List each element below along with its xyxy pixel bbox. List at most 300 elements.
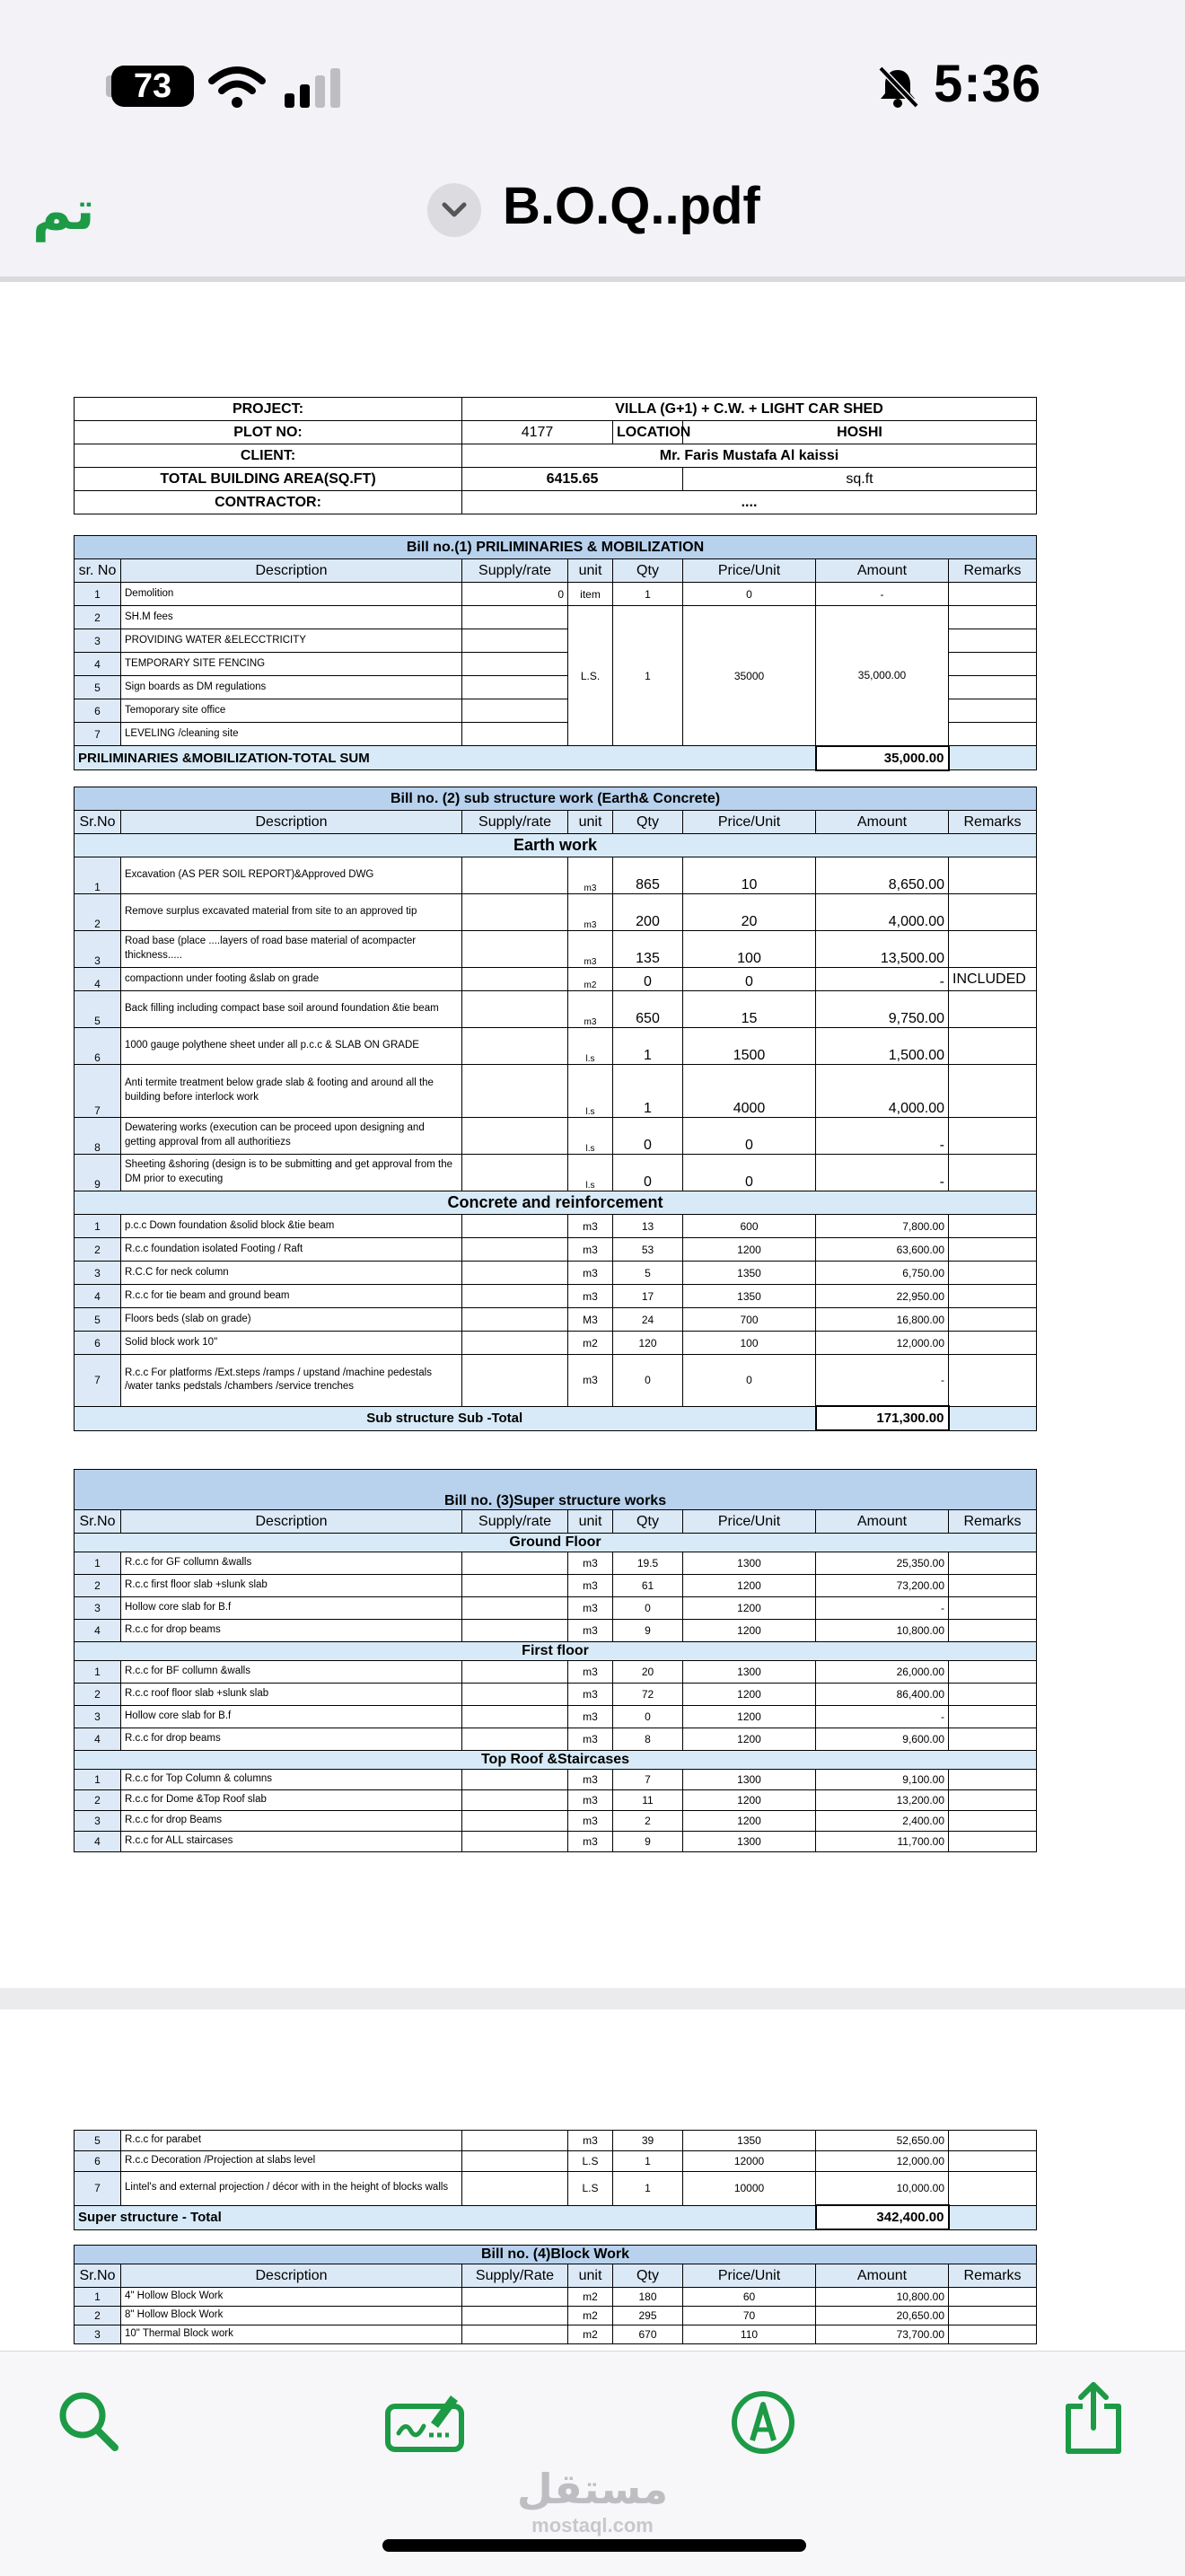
bill-2-total-remarks <box>949 1406 1037 1430</box>
table-row <box>75 1728 1037 1751</box>
table-row <box>75 1790 1037 1811</box>
table-row <box>75 1770 1037 1790</box>
col-unit: unit <box>568 811 613 834</box>
row-unit: m3 <box>568 1770 613 1790</box>
row-price: 0 <box>683 1118 816 1155</box>
row-description: R.c.c for ALL staircases <box>121 1832 462 1852</box>
row-unit: m3 <box>568 1661 613 1684</box>
row-supply <box>462 629 568 653</box>
row-qty: 17 <box>613 1285 683 1308</box>
row-amount: 9,600.00 <box>816 1728 949 1751</box>
col-amount: Amount <box>816 811 949 834</box>
row-remarks <box>949 583 1037 606</box>
row-amount: - <box>816 1118 949 1155</box>
home-indicator[interactable] <box>382 2539 806 2552</box>
table-row <box>75 1597 1037 1620</box>
row-amount: 73,200.00 <box>816 1575 949 1597</box>
row-description: Hollow core slab for B.f <box>121 1597 462 1620</box>
row-number: 4 <box>75 968 121 991</box>
status-time: 5:36 <box>934 55 1042 113</box>
col-supply: Supply/rate <box>462 1510 568 1534</box>
row-unit: m3 <box>568 1706 613 1728</box>
row-number: 1 <box>75 1215 121 1238</box>
row-number: 4 <box>75 653 121 676</box>
row-remarks <box>949 1285 1037 1308</box>
row-price: 1200 <box>683 1790 816 1811</box>
bill-3-title: Bill no. (3)Super structure works <box>75 1470 1037 1510</box>
row-number: 4 <box>75 1728 121 1751</box>
area-label: TOTAL BUILDING AREA(SQ.FT) <box>75 468 462 491</box>
row-qty: 0 <box>613 1118 683 1155</box>
row-description: R.c.c for drop Beams <box>121 1811 462 1832</box>
row-description: TEMPORARY SITE FENCING <box>121 653 462 676</box>
row-price: 1300 <box>683 1661 816 1684</box>
row-price: 100 <box>683 1332 816 1355</box>
row-unit: M3 <box>568 1308 613 1332</box>
concrete-rows <box>75 1215 1037 1407</box>
row-remarks <box>949 1728 1037 1751</box>
row-price: 4000 <box>683 1065 816 1118</box>
row-remarks <box>949 2288 1037 2307</box>
row-number: 4 <box>75 1832 121 1852</box>
row-description: Solid block work 10" <box>121 1332 462 1355</box>
col-qty: Qty <box>613 559 683 583</box>
row-unit: m2 <box>568 1332 613 1355</box>
row-qty: 0 <box>613 1597 683 1620</box>
row-unit: m3 <box>568 857 613 894</box>
row-qty: 9 <box>613 1832 683 1852</box>
row-remarks <box>949 1155 1037 1191</box>
row-amount: 22,950.00 <box>816 1285 949 1308</box>
row-amount: 4,000.00 <box>816 894 949 931</box>
table-row <box>75 1811 1037 1832</box>
row-price: 100 <box>683 931 816 968</box>
row-number: 7 <box>75 2172 121 2206</box>
row-supply <box>462 2172 568 2206</box>
row-supply <box>462 1065 568 1118</box>
row-price: 0 <box>683 1155 816 1191</box>
col-amount: Amount <box>816 2264 949 2288</box>
row-unit: L.S <box>568 2151 613 2172</box>
row-qty: 11 <box>613 1790 683 1811</box>
row-amount: - <box>816 968 949 991</box>
row-number: 5 <box>75 2131 121 2151</box>
row-supply <box>462 2151 568 2172</box>
table-row <box>75 2131 1037 2151</box>
row-qty: 0 <box>613 1355 683 1407</box>
row-number: 4 <box>75 1285 121 1308</box>
project-label: PROJECT: <box>75 398 462 421</box>
row-description: R.c.c for drop beams <box>121 1728 462 1751</box>
row-number: 4 <box>75 1620 121 1642</box>
markup-pen-icon[interactable] <box>729 2388 797 2457</box>
table-row <box>75 1065 1037 1118</box>
row-qty: 670 <box>613 2325 683 2344</box>
row-price: 700 <box>683 1308 816 1332</box>
row-number: 7 <box>75 1065 121 1118</box>
row-amount: 13,200.00 <box>816 1790 949 1811</box>
col-description: Description <box>121 811 462 834</box>
row-qty: 39 <box>613 2131 683 2151</box>
row-price: 1300 <box>683 1832 816 1852</box>
row-supply <box>462 723 568 746</box>
col-supply: Supply/rate <box>462 559 568 583</box>
bill-3-column-headers <box>75 1510 1037 1534</box>
row-description: Sheeting &shoring (design is to be submitting and get approval from the DM prior to executing <box>121 1155 462 1191</box>
row-qty: 0 <box>613 1706 683 1728</box>
row-qty: 0 <box>613 968 683 991</box>
table-row <box>75 1028 1037 1065</box>
row-supply <box>462 1552 568 1575</box>
row-remarks <box>949 699 1037 723</box>
row-remarks <box>949 1706 1037 1728</box>
row-number: 2 <box>75 2307 121 2325</box>
row-remarks <box>949 1262 1037 1285</box>
row-number: 2 <box>75 1575 121 1597</box>
row-remarks <box>949 1790 1037 1811</box>
row-description: R.c.c foundation isolated Footing / Raft <box>121 1238 462 1262</box>
table-row <box>75 1285 1037 1308</box>
location-label: LOCATION <box>613 421 683 444</box>
row-remarks <box>949 931 1037 968</box>
row-supply <box>462 1790 568 1811</box>
row-amount: 11,700.00 <box>816 1832 949 1852</box>
row-number: 3 <box>75 1706 121 1728</box>
row-qty: 24 <box>613 1308 683 1332</box>
bill-3-continued-rows <box>75 2131 1037 2206</box>
row-supply <box>462 894 568 931</box>
row-qty: 8 <box>613 1728 683 1751</box>
row-number: 8 <box>75 1118 121 1155</box>
row-supply <box>462 1706 568 1728</box>
row-number: 7 <box>75 1355 121 1407</box>
table-row <box>75 2172 1037 2206</box>
row-price: 1350 <box>683 1285 816 1308</box>
table-row <box>75 931 1037 968</box>
row-number: 3 <box>75 2325 121 2344</box>
row-unit: m3 <box>568 1597 613 1620</box>
row-description: R.c.c for drop beams <box>121 1620 462 1642</box>
row-price: 1200 <box>683 1706 816 1728</box>
pdf-page-1[interactable] <box>0 282 1185 1988</box>
row-supply <box>462 606 568 629</box>
row-qty: 1 <box>613 2151 683 2172</box>
row-amount: 9,750.00 <box>816 991 949 1028</box>
row-remarks <box>949 1832 1037 1852</box>
table-row <box>75 1215 1037 1238</box>
row-price: 1300 <box>683 1770 816 1790</box>
row-supply <box>462 1308 568 1332</box>
title-menu-button[interactable] <box>427 183 481 237</box>
row-remarks <box>949 676 1037 699</box>
row-remarks: INCLUDED <box>949 968 1037 991</box>
row-remarks <box>949 1684 1037 1706</box>
bill-1-table <box>74 535 1037 771</box>
wifi-icon <box>208 65 266 110</box>
row-remarks <box>949 1811 1037 1832</box>
row-unit: m3 <box>568 894 613 931</box>
row-remarks <box>949 1238 1037 1262</box>
row-number: 3 <box>75 931 121 968</box>
row-remarks <box>949 2131 1037 2151</box>
row-qty: 7 <box>613 1770 683 1790</box>
merged-qty: 1 <box>613 606 683 746</box>
row-supply: 0 <box>462 583 568 606</box>
row-unit: m3 <box>568 1285 613 1308</box>
search-icon[interactable] <box>56 2388 122 2455</box>
row-price: 1500 <box>683 1028 816 1065</box>
row-supply <box>462 1811 568 1832</box>
row-unit: m2 <box>568 2325 613 2344</box>
row-description: R.c.c for Dome &Top Roof slab <box>121 1790 462 1811</box>
row-description: Road base (place ....layers of road base material of acompacter thickness..... <box>121 931 462 968</box>
row-price: 0 <box>683 968 816 991</box>
row-supply <box>462 1661 568 1684</box>
merged-amount: 35,000.00 <box>816 606 949 746</box>
col-price: Price/Unit <box>683 811 816 834</box>
row-qty: 13 <box>613 1215 683 1238</box>
table-row <box>75 2325 1037 2344</box>
row-description: Floors beds (slab on grade) <box>121 1308 462 1332</box>
row-unit: m3 <box>568 1552 613 1575</box>
row-supply <box>462 1155 568 1191</box>
row-qty: 53 <box>613 1238 683 1262</box>
table-row <box>75 1661 1037 1684</box>
row-price: 1350 <box>683 1262 816 1285</box>
table-row <box>75 1552 1037 1575</box>
row-description: R.c.c for tie beam and ground beam <box>121 1285 462 1308</box>
row-price: 110 <box>683 2325 816 2344</box>
row-description: Sign boards as DM regulations <box>121 676 462 699</box>
row-amount: 86,400.00 <box>816 1684 949 1706</box>
row-supply <box>462 968 568 991</box>
row-price: 600 <box>683 1215 816 1238</box>
row-description: R.c.c Decoration /Projection at slabs level <box>121 2151 462 2172</box>
row-amount: 8,650.00 <box>816 857 949 894</box>
location-value: HOSHI <box>683 421 1037 444</box>
table-row <box>75 1308 1037 1332</box>
col-remarks: Remarks <box>949 559 1037 583</box>
first-floor-rows <box>75 1661 1037 1751</box>
row-price: 0 <box>683 583 816 606</box>
client-value: Mr. Faris Mustafa Al kaissi <box>462 444 1037 468</box>
row-qty: 1 <box>613 1065 683 1118</box>
row-description: Hollow core slab for B.f <box>121 1706 462 1728</box>
bill-3-table <box>74 1469 1037 1852</box>
silent-bell-icon <box>875 65 920 110</box>
row-price: 15 <box>683 991 816 1028</box>
row-price: 70 <box>683 2307 816 2325</box>
row-description: 8" Hollow Block Work <box>121 2307 462 2325</box>
row-price: 10 <box>683 857 816 894</box>
row-qty: 865 <box>613 857 683 894</box>
row-remarks <box>949 2151 1037 2172</box>
table-row <box>75 2307 1037 2325</box>
row-supply <box>462 676 568 699</box>
row-price: 1300 <box>683 1552 816 1575</box>
first-floor-heading: First floor <box>75 1642 1037 1661</box>
row-number: 2 <box>75 606 121 629</box>
col-amount: Amount <box>816 1510 949 1534</box>
bill-1-total-row <box>75 746 1037 770</box>
row-number: 9 <box>75 1155 121 1191</box>
signature-icon[interactable] <box>384 2388 465 2455</box>
row-amount: 6,750.00 <box>816 1262 949 1285</box>
table-row <box>75 1118 1037 1155</box>
row-amount: 25,350.00 <box>816 1552 949 1575</box>
row-unit: l.s <box>568 1118 613 1155</box>
bill-1-title: Bill no.(1) PRILIMINARIES & MOBILIZATION <box>75 536 1037 559</box>
row-remarks <box>949 1552 1037 1575</box>
row-number: 1 <box>75 857 121 894</box>
bill-3-total-label: Super structure - Total <box>75 2205 816 2229</box>
row-description: SH.M fees <box>121 606 462 629</box>
row-description: Remove surplus excavated material from site to an approved tip <box>121 894 462 931</box>
done-button[interactable]: تم <box>32 180 95 242</box>
ground-floor-rows <box>75 1552 1037 1642</box>
bill-2-title: Bill no. (2) sub structure work (Earth& Concrete) <box>75 787 1037 811</box>
row-number: 2 <box>75 1238 121 1262</box>
row-supply <box>462 931 568 968</box>
row-unit: m3 <box>568 1215 613 1238</box>
row-unit: m3 <box>568 1620 613 1642</box>
row-amount: 16,800.00 <box>816 1308 949 1332</box>
bill-1-column-headers <box>75 559 1037 583</box>
row-unit: l.s <box>568 1155 613 1191</box>
row-number: 1 <box>75 2288 121 2307</box>
bill-3-total-amount: 342,400.00 <box>816 2205 949 2229</box>
row-qty: 200 <box>613 894 683 931</box>
row-description: R.c.c For platforms /Ext.steps /ramps / upstand /machine pedestals /water tanks pedstals /chambers /service trenches <box>121 1355 462 1407</box>
row-price: 10000 <box>683 2172 816 2206</box>
row-amount: 52,650.00 <box>816 2131 949 2151</box>
row-amount: 10,800.00 <box>816 2288 949 2307</box>
row-amount: - <box>816 1355 949 1407</box>
row-supply <box>462 991 568 1028</box>
top-roof-heading: Top Roof &Staircases <box>75 1751 1037 1770</box>
col-description: Description <box>121 559 462 583</box>
table-row <box>75 1575 1037 1597</box>
row-description: Dewatering works (execution can be proceed upon designing and getting approval from all authoritiezs <box>121 1118 462 1155</box>
area-unit: sq.ft <box>683 468 1037 491</box>
row-qty: 20 <box>613 1661 683 1684</box>
row-number: 1 <box>75 583 121 606</box>
row-amount: 2,400.00 <box>816 1811 949 1832</box>
table-row <box>75 1684 1037 1706</box>
share-icon[interactable] <box>1061 2379 1126 2457</box>
col-sr: sr. No <box>75 559 121 583</box>
col-sr: Sr.No <box>75 1510 121 1534</box>
row-price: 1200 <box>683 1238 816 1262</box>
top-roof-rows <box>75 1770 1037 1852</box>
row-number: 3 <box>75 1262 121 1285</box>
ground-floor-heading: Ground Floor <box>75 1534 1037 1552</box>
row-unit: m3 <box>568 991 613 1028</box>
earth-work-heading: Earth work <box>75 834 1037 857</box>
row-qty: 650 <box>613 991 683 1028</box>
table-row <box>75 2151 1037 2172</box>
col-qty: Qty <box>613 811 683 834</box>
row-number: 3 <box>75 1811 121 1832</box>
row-number: 5 <box>75 676 121 699</box>
watermark-url: mostaql.com <box>531 2514 654 2536</box>
row-remarks <box>949 2307 1037 2325</box>
row-unit: item <box>568 583 613 606</box>
row-supply <box>462 1238 568 1262</box>
col-description: Description <box>121 1510 462 1534</box>
bill-2-column-headers <box>75 811 1037 834</box>
row-number: 6 <box>75 699 121 723</box>
row-description: 1000 gauge polythene sheet under all p.c.c & SLAB ON GRADE <box>121 1028 462 1065</box>
row-unit: m3 <box>568 1832 613 1852</box>
row-price: 1200 <box>683 1728 816 1751</box>
row-description: 4" Hollow Block Work <box>121 2288 462 2307</box>
row-qty: 0 <box>613 1155 683 1191</box>
row-qty: 295 <box>613 2307 683 2325</box>
row-supply <box>462 1262 568 1285</box>
row-remarks <box>949 1770 1037 1790</box>
col-supply: Supply/Rate <box>462 2264 568 2288</box>
row-supply <box>462 1770 568 1790</box>
table-row <box>75 1620 1037 1642</box>
row-price: 20 <box>683 894 816 931</box>
row-description: Lintel's and external projection / décor with in the height of blocks walls <box>121 2172 462 2206</box>
row-number: 6 <box>75 1028 121 1065</box>
bill-3-total-row <box>75 2205 1037 2229</box>
row-description: PROVIDING WATER &ELECCTRICITY <box>121 629 462 653</box>
plot-value: 4177 <box>462 421 613 444</box>
row-number: 7 <box>75 723 121 746</box>
row-supply <box>462 1597 568 1620</box>
pdf-page-2[interactable] <box>0 2009 1185 2351</box>
bill-4-column-headers <box>75 2264 1037 2288</box>
row-supply <box>462 2325 568 2344</box>
row-description: p.c.c Down foundation &solid block &tie beam <box>121 1215 462 1238</box>
row-number: 1 <box>75 1770 121 1790</box>
row-unit: m3 <box>568 1790 613 1811</box>
row-remarks <box>949 857 1037 894</box>
row-description: R.c.c first floor slab +slunk slab <box>121 1575 462 1597</box>
row-supply <box>462 857 568 894</box>
row-amount: 1,500.00 <box>816 1028 949 1065</box>
earth-work-rows <box>75 857 1037 1191</box>
row-description: Anti termite treatment below grade slab & footing and around all the building before interlock work <box>121 1065 462 1118</box>
row-number: 1 <box>75 1661 121 1684</box>
bill-4-title: Bill no. (4)Block Work <box>75 2246 1037 2264</box>
table-row <box>75 1155 1037 1191</box>
col-unit: unit <box>568 2264 613 2288</box>
row-amount: - <box>816 1597 949 1620</box>
row-unit: m2 <box>568 2307 613 2325</box>
row-remarks <box>949 1575 1037 1597</box>
row-amount: 7,800.00 <box>816 1215 949 1238</box>
row-description: Back filling including compact base soil around foundation &tie beam <box>121 991 462 1028</box>
bill-2-total-label: Sub structure Sub -Total <box>75 1406 816 1430</box>
row-price: 1200 <box>683 1575 816 1597</box>
row-amount: 12,000.00 <box>816 1332 949 1355</box>
row-description: R.c.c for GF collumn &walls <box>121 1552 462 1575</box>
row-description: R.c.c for parabet <box>121 2131 462 2151</box>
row-qty: 61 <box>613 1575 683 1597</box>
col-qty: Qty <box>613 1510 683 1534</box>
table-row <box>75 1262 1037 1285</box>
row-remarks <box>949 653 1037 676</box>
project-value: VILLA (G+1) + C.W. + LIGHT CAR SHED <box>462 398 1037 421</box>
row-amount: - <box>816 1155 949 1191</box>
plot-label: PLOT NO: <box>75 421 462 444</box>
row-supply <box>462 1832 568 1852</box>
row-amount: 13,500.00 <box>816 931 949 968</box>
